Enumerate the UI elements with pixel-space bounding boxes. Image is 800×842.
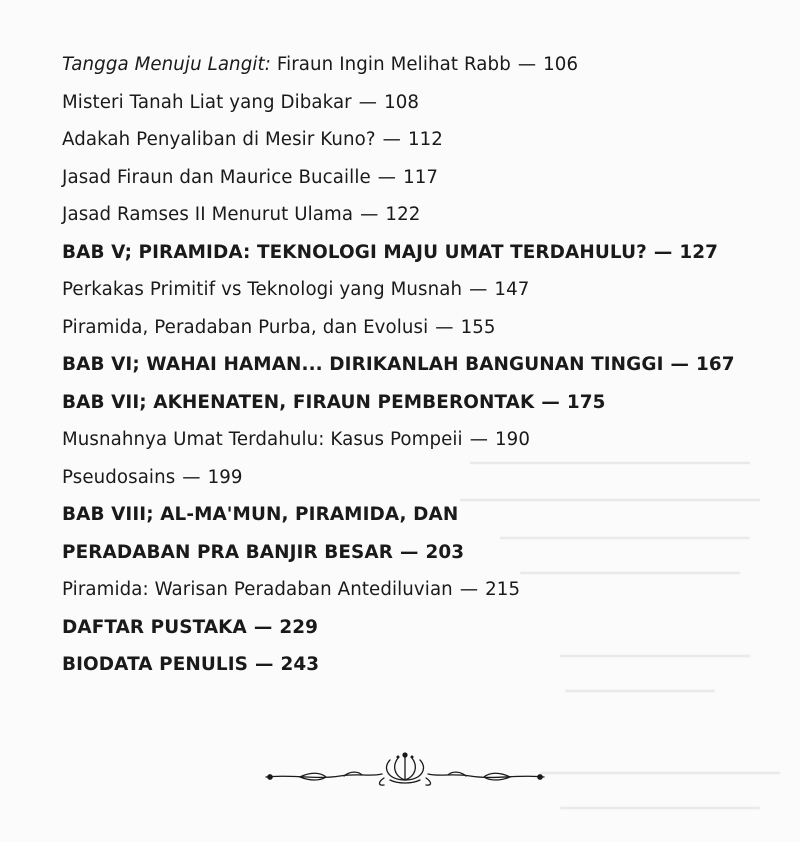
- toc-entry: [62, 421, 782, 459]
- toc-entry-dash: —: [360, 204, 379, 225]
- toc-entry-page: 203: [425, 541, 465, 563]
- toc-entry-page: 167: [696, 354, 735, 375]
- toc-entry-page: 117: [403, 166, 439, 188]
- toc-entry-page: 190: [495, 429, 531, 450]
- toc-entry: [62, 84, 782, 122]
- toc-chapter: [62, 346, 782, 384]
- toc-entry-dash: —: [182, 466, 201, 488]
- toc-entry-page: 243: [280, 654, 320, 675]
- toc-entry-title: Musnahnya Umat Terdahulu: Kasus Pompeii: [62, 429, 463, 450]
- toc-entry-title: Piramida, Peradaban Purba, dan Evolusi: [62, 316, 429, 338]
- toc-chapter: [62, 496, 782, 534]
- toc-entry-dash: —: [541, 391, 560, 413]
- toc-entry-title: Pseudosains: [62, 466, 176, 488]
- toc-entry-dash: —: [255, 654, 274, 675]
- toc-entry-dash: —: [382, 129, 401, 150]
- toc-entry-dash: —: [469, 429, 489, 450]
- toc-entry-prefix: Tangga Menuju Langit:: [62, 54, 271, 75]
- toc-chapter: [62, 609, 782, 647]
- bleed-through-texture: [565, 683, 715, 697]
- bleed-through-texture: [540, 765, 780, 779]
- toc-entry-dash: —: [435, 316, 454, 338]
- toc-entry: [62, 159, 782, 197]
- toc-entry-page: 147: [494, 279, 530, 300]
- toc-chapter-title: BAB VII; AKHENATEN, FIRAUN PEMBERONTAK: [62, 391, 535, 413]
- toc-entry-title: Perkakas Primitif vs Teknologi yang Musnah: [62, 279, 463, 300]
- toc-entry-dash: —: [517, 54, 537, 75]
- toc-chapter-title: PERADABAN PRA BANJIR BESAR: [62, 541, 393, 563]
- toc-chapter-title: BIODATA PENULIS: [62, 654, 248, 675]
- table-of-contents: [62, 46, 782, 684]
- toc-entry: [62, 459, 782, 497]
- toc-entry-dash: —: [377, 166, 397, 188]
- toc-chapter: [62, 234, 782, 272]
- toc-entry: [62, 571, 782, 609]
- toc-entry-page: 155: [460, 316, 496, 338]
- toc-entry-page: 112: [407, 129, 443, 150]
- toc-chapter-title: BAB VIII; AL-MA'MUN, PIRAMIDA, DAN: [62, 504, 459, 525]
- toc-entry-title: Jasad Firaun dan Maurice Bucaille: [62, 166, 371, 188]
- toc-entry-dash: —: [653, 241, 673, 263]
- toc-entry-title: Jasad Ramses II Menurut Ulama: [62, 204, 354, 225]
- toc-entry-page: 199: [207, 466, 243, 488]
- toc-entry-page: 122: [385, 204, 421, 225]
- toc-entry-title: Firaun Ingin Melihat Rabb: [276, 54, 511, 75]
- toc-entry-page: 108: [384, 91, 420, 113]
- toc-entry-page: 215: [485, 579, 521, 600]
- toc-entry: [62, 196, 782, 234]
- toc-entry: [62, 46, 782, 84]
- toc-chapter: [62, 646, 782, 684]
- toc-chapter-title: BAB VI; WAHAI HAMAN... DIRIKANLAH BANGUNAN TINGGI: [62, 354, 664, 375]
- toc-chapter-title: DAFTAR PUSTAKA: [62, 616, 247, 638]
- decorative-flourish-icon: [260, 750, 550, 790]
- bleed-through-texture: [560, 800, 760, 814]
- toc-entry-page: 175: [566, 391, 606, 413]
- toc-entry: [62, 309, 782, 347]
- toc-entry-dash: —: [670, 354, 690, 375]
- toc-entry: [62, 121, 782, 159]
- toc-entry-dash: —: [358, 91, 378, 113]
- toc-entry-title: Adakah Penyaliban di Mesir Kuno?: [62, 129, 376, 150]
- toc-chapter: [62, 384, 782, 422]
- toc-entry-page: 229: [279, 616, 319, 638]
- toc-entry-dash: —: [253, 616, 273, 638]
- toc-entry-page: 106: [543, 54, 579, 75]
- toc-entry: [62, 271, 782, 309]
- toc-entry-title: Misteri Tanah Liat yang Dibakar: [62, 91, 352, 113]
- toc-chapter: [62, 534, 782, 572]
- toc-entry-dash: —: [459, 579, 479, 600]
- toc-entry-page: 127: [679, 241, 719, 263]
- toc-entry-title: Piramida: Warisan Peradaban Antediluvian: [62, 579, 453, 600]
- toc-entry-dash: —: [399, 541, 419, 563]
- toc-chapter-title: BAB V; PIRAMIDA: TEKNOLOGI MAJU UMAT TERDAHULU?: [62, 241, 647, 263]
- toc-entry-dash: —: [469, 279, 488, 300]
